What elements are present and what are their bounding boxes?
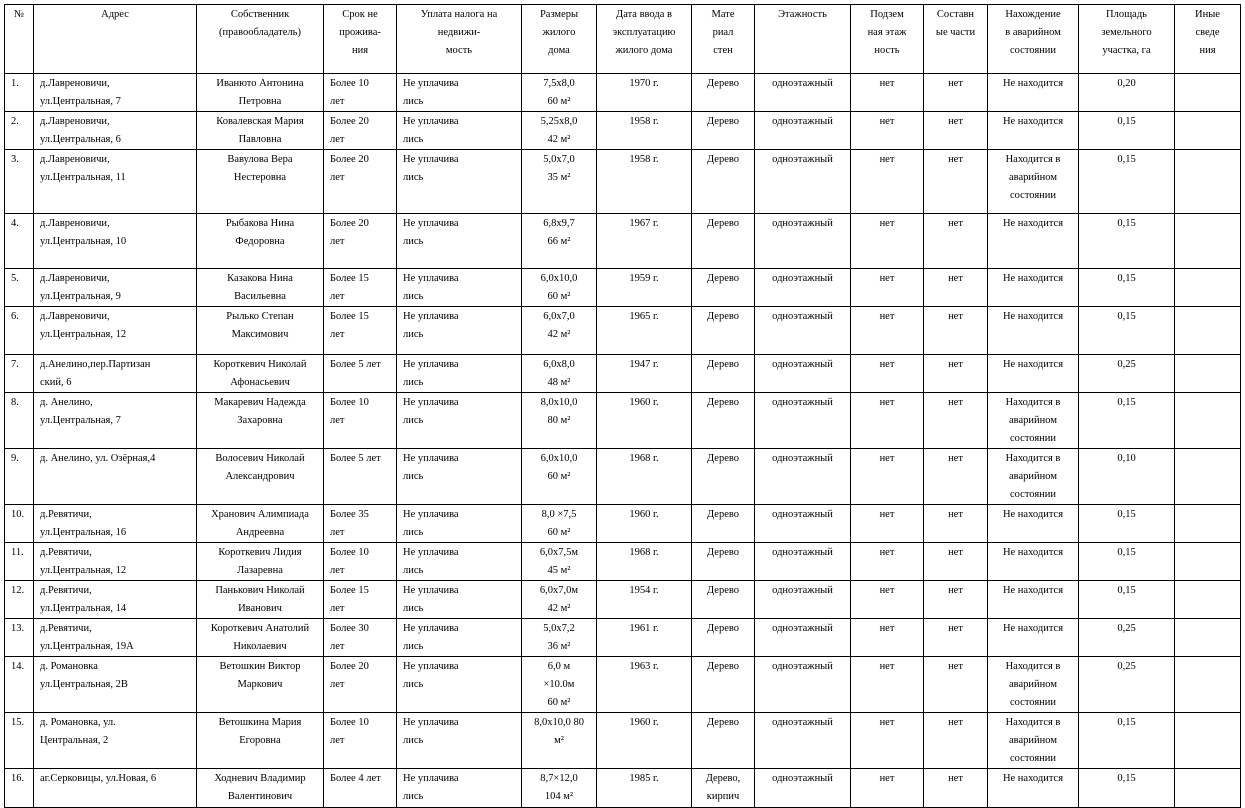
- table-row: [5, 269, 1241, 307]
- floors-cell: одноэтажный: [755, 269, 851, 307]
- header-cell: Размеры жилого дома: [522, 5, 597, 74]
- address-cell: д.Лавреновичи, ул.Центральная, 9: [34, 269, 197, 307]
- row-number: 2.: [5, 112, 34, 150]
- size-cell: 6,8х9,7 66 м²: [522, 214, 597, 269]
- address-cell: д. Анелино, ул.Центральная, 7: [34, 393, 197, 449]
- owner-cell: Рылько Степан Максимович: [197, 307, 324, 355]
- row-number: 8.: [5, 393, 34, 449]
- owner-cell: Ковалевская Мария Павловна: [197, 112, 324, 150]
- header-cell: Этажность: [755, 5, 851, 74]
- area-cell: 0,15: [1079, 393, 1175, 449]
- emergency-cell: Не находится: [988, 769, 1079, 808]
- underground-cell: нет: [851, 657, 924, 713]
- term-cell: Более 20 лет: [324, 657, 397, 713]
- other-cell: [1175, 619, 1241, 657]
- term-cell: Более 15 лет: [324, 581, 397, 619]
- tax-cell: Не уплачива лись: [397, 355, 522, 393]
- table-body: [5, 74, 1241, 808]
- address-cell: д. Романовка ул.Центральная, 2В: [34, 657, 197, 713]
- term-cell: Более 5 лет: [324, 355, 397, 393]
- date-cell: 1965 г.: [597, 307, 692, 355]
- parts-cell: нет: [924, 713, 988, 769]
- emergency-cell: Не находится: [988, 543, 1079, 581]
- address-cell: д.Ревятичи, ул.Центральная, 19А: [34, 619, 197, 657]
- address-cell: д.Лавреновичи, ул.Центральная, 6: [34, 112, 197, 150]
- term-cell: Более 10 лет: [324, 74, 397, 112]
- address-cell: д. Анелино, ул. Озёрная,4: [34, 449, 197, 505]
- underground-cell: нет: [851, 214, 924, 269]
- size-cell: 8,0х10,0 80 м²: [522, 713, 597, 769]
- term-cell: Более 10 лет: [324, 543, 397, 581]
- size-cell: 8,7×12,0 104 м²: [522, 769, 597, 808]
- date-cell: 1960 г.: [597, 713, 692, 769]
- material-cell: Дерево: [692, 619, 755, 657]
- underground-cell: нет: [851, 505, 924, 543]
- area-cell: 0,15: [1079, 112, 1175, 150]
- table-row: [5, 543, 1241, 581]
- area-cell: 0,25: [1079, 355, 1175, 393]
- other-cell: [1175, 393, 1241, 449]
- term-cell: Более 20 лет: [324, 112, 397, 150]
- emergency-cell: Находится в аварийном состоянии: [988, 657, 1079, 713]
- date-cell: 1967 г.: [597, 214, 692, 269]
- tax-cell: Не уплачива лись: [397, 657, 522, 713]
- address-cell: д.Лавреновичи, ул.Центральная, 11: [34, 150, 197, 214]
- term-cell: Более 20 лет: [324, 150, 397, 214]
- tax-cell: Не уплачива лись: [397, 769, 522, 808]
- underground-cell: нет: [851, 112, 924, 150]
- date-cell: 1959 г.: [597, 269, 692, 307]
- other-cell: [1175, 505, 1241, 543]
- date-cell: 1968 г.: [597, 543, 692, 581]
- material-cell: Дерево: [692, 307, 755, 355]
- parts-cell: нет: [924, 449, 988, 505]
- term-cell: Более 5 лет: [324, 449, 397, 505]
- underground-cell: нет: [851, 619, 924, 657]
- size-cell: 6,0х7,0 42 м²: [522, 307, 597, 355]
- table-row: [5, 150, 1241, 214]
- material-cell: Дерево: [692, 74, 755, 112]
- parts-cell: нет: [924, 581, 988, 619]
- tax-cell: Не уплачива лись: [397, 581, 522, 619]
- area-cell: 0,15: [1079, 543, 1175, 581]
- other-cell: [1175, 769, 1241, 808]
- tax-cell: Не уплачива лись: [397, 619, 522, 657]
- area-cell: 0,20: [1079, 74, 1175, 112]
- address-cell: д.Анелино,пер.Партизан ский, 6: [34, 355, 197, 393]
- header-cell: Иные сведе ния: [1175, 5, 1241, 74]
- material-cell: Дерево: [692, 449, 755, 505]
- table-row: [5, 657, 1241, 713]
- date-cell: 1985 г.: [597, 769, 692, 808]
- row-number: 14.: [5, 657, 34, 713]
- floors-cell: одноэтажный: [755, 74, 851, 112]
- underground-cell: нет: [851, 355, 924, 393]
- area-cell: 0,15: [1079, 581, 1175, 619]
- tax-cell: Не уплачива лись: [397, 214, 522, 269]
- term-cell: Более 15 лет: [324, 307, 397, 355]
- material-cell: Дерево: [692, 269, 755, 307]
- header-cell: Собственник (правообладатель): [197, 5, 324, 74]
- emergency-cell: Не находится: [988, 355, 1079, 393]
- underground-cell: нет: [851, 769, 924, 808]
- header-cell: Составн ые части: [924, 5, 988, 74]
- underground-cell: нет: [851, 581, 924, 619]
- area-cell: 0,10: [1079, 449, 1175, 505]
- header-cell: Срок не прожива- ния: [324, 5, 397, 74]
- size-cell: 5,0х7,2 36 м²: [522, 619, 597, 657]
- floors-cell: одноэтажный: [755, 581, 851, 619]
- date-cell: 1960 г.: [597, 393, 692, 449]
- floors-cell: одноэтажный: [755, 713, 851, 769]
- row-number: 7.: [5, 355, 34, 393]
- parts-cell: нет: [924, 505, 988, 543]
- tax-cell: Не уплачива лись: [397, 150, 522, 214]
- row-number: 16.: [5, 769, 34, 808]
- owner-cell: Рыбакова Нина Федоровна: [197, 214, 324, 269]
- table-row: [5, 112, 1241, 150]
- date-cell: 1960 г.: [597, 505, 692, 543]
- underground-cell: нет: [851, 269, 924, 307]
- address-cell: д.Лавреновичи, ул.Центральная, 7: [34, 74, 197, 112]
- underground-cell: нет: [851, 74, 924, 112]
- date-cell: 1961 г.: [597, 619, 692, 657]
- size-cell: 6,0х10,0 60 м²: [522, 449, 597, 505]
- owner-cell: Волосевич Николай Александрович: [197, 449, 324, 505]
- other-cell: [1175, 214, 1241, 269]
- floors-cell: одноэтажный: [755, 214, 851, 269]
- underground-cell: нет: [851, 393, 924, 449]
- material-cell: Дерево: [692, 150, 755, 214]
- area-cell: 0,15: [1079, 505, 1175, 543]
- tax-cell: Не уплачива лись: [397, 505, 522, 543]
- row-number: 5.: [5, 269, 34, 307]
- row-number: 13.: [5, 619, 34, 657]
- parts-cell: нет: [924, 393, 988, 449]
- owner-cell: Короткевич Анатолий Николаевич: [197, 619, 324, 657]
- area-cell: 0,15: [1079, 307, 1175, 355]
- header-cell: Дата ввода в эксплуатацию жилого дома: [597, 5, 692, 74]
- parts-cell: нет: [924, 355, 988, 393]
- header-cell: Подзем ная этаж ность: [851, 5, 924, 74]
- tax-cell: Не уплачива лись: [397, 307, 522, 355]
- address-cell: д.Ревятичи, ул.Центральная, 12: [34, 543, 197, 581]
- address-cell: д. Романовка, ул. Центральная, 2: [34, 713, 197, 769]
- table-row: [5, 505, 1241, 543]
- address-cell: д.Лавреновичи, ул.Центральная, 12: [34, 307, 197, 355]
- owner-cell: Ходневич Владимир Валентинович: [197, 769, 324, 808]
- header-cell: Адрес: [34, 5, 197, 74]
- floors-cell: одноэтажный: [755, 393, 851, 449]
- tax-cell: Не уплачива лись: [397, 74, 522, 112]
- date-cell: 1947 г.: [597, 355, 692, 393]
- address-cell: д.Ревятичи, ул.Центральная, 16: [34, 505, 197, 543]
- material-cell: Дерево: [692, 713, 755, 769]
- table-row: [5, 74, 1241, 112]
- term-cell: Более 15 лет: [324, 269, 397, 307]
- parts-cell: нет: [924, 619, 988, 657]
- floors-cell: одноэтажный: [755, 112, 851, 150]
- size-cell: 8,0х10,0 80 м²: [522, 393, 597, 449]
- size-cell: 7,5х8,0 60 м²: [522, 74, 597, 112]
- date-cell: 1954 г.: [597, 581, 692, 619]
- header-cell: Мате риал стен: [692, 5, 755, 74]
- size-cell: 6,0х7,5м 45 м²: [522, 543, 597, 581]
- row-number: 11.: [5, 543, 34, 581]
- header-row: [5, 5, 1241, 74]
- owner-cell: Ветошкин Виктор Маркович: [197, 657, 324, 713]
- material-cell: Дерево: [692, 505, 755, 543]
- area-cell: 0,15: [1079, 713, 1175, 769]
- emergency-cell: Находится в аварийном состоянии: [988, 449, 1079, 505]
- tax-cell: Не уплачива лись: [397, 393, 522, 449]
- table-row: [5, 307, 1241, 355]
- parts-cell: нет: [924, 112, 988, 150]
- row-number: 6.: [5, 307, 34, 355]
- tax-cell: Не уплачива лись: [397, 449, 522, 505]
- header-cell: Нахождение в аварийном состоянии: [988, 5, 1079, 74]
- size-cell: 8,0 ×7,5 60 м²: [522, 505, 597, 543]
- parts-cell: нет: [924, 769, 988, 808]
- parts-cell: нет: [924, 214, 988, 269]
- other-cell: [1175, 355, 1241, 393]
- area-cell: 0,15: [1079, 150, 1175, 214]
- material-cell: Дерево: [692, 355, 755, 393]
- other-cell: [1175, 112, 1241, 150]
- emergency-cell: Находится в аварийном состоянии: [988, 713, 1079, 769]
- date-cell: 1958 г.: [597, 150, 692, 214]
- term-cell: Более 35 лет: [324, 505, 397, 543]
- floors-cell: одноэтажный: [755, 769, 851, 808]
- emergency-cell: Не находится: [988, 307, 1079, 355]
- owner-cell: Панькович Николай Иванович: [197, 581, 324, 619]
- other-cell: [1175, 543, 1241, 581]
- emergency-cell: Не находится: [988, 581, 1079, 619]
- date-cell: 1958 г.: [597, 112, 692, 150]
- area-cell: 0,25: [1079, 619, 1175, 657]
- row-number: 4.: [5, 214, 34, 269]
- floors-cell: одноэтажный: [755, 307, 851, 355]
- register-table: [4, 4, 1241, 808]
- floors-cell: одноэтажный: [755, 657, 851, 713]
- term-cell: Более 10 лет: [324, 393, 397, 449]
- tax-cell: Не уплачива лись: [397, 112, 522, 150]
- other-cell: [1175, 150, 1241, 214]
- owner-cell: Макаревич Надежда Захаровна: [197, 393, 324, 449]
- parts-cell: нет: [924, 150, 988, 214]
- emergency-cell: Не находится: [988, 505, 1079, 543]
- material-cell: Дерево, кирпич: [692, 769, 755, 808]
- size-cell: 6,0х10,0 60 м²: [522, 269, 597, 307]
- table-row: [5, 619, 1241, 657]
- parts-cell: нет: [924, 657, 988, 713]
- parts-cell: нет: [924, 269, 988, 307]
- tax-cell: Не уплачива лись: [397, 543, 522, 581]
- tax-cell: Не уплачива лись: [397, 269, 522, 307]
- owner-cell: Вавулова Вера Нестеровна: [197, 150, 324, 214]
- table-row: [5, 713, 1241, 769]
- term-cell: Более 10 лет: [324, 713, 397, 769]
- other-cell: [1175, 581, 1241, 619]
- table-row: [5, 393, 1241, 449]
- table-row: [5, 355, 1241, 393]
- row-number: 10.: [5, 505, 34, 543]
- floors-cell: одноэтажный: [755, 543, 851, 581]
- row-number: 15.: [5, 713, 34, 769]
- parts-cell: нет: [924, 307, 988, 355]
- size-cell: 5,25х8,0 42 м²: [522, 112, 597, 150]
- material-cell: Дерево: [692, 393, 755, 449]
- owner-cell: Хранович Алимпиада Андреевна: [197, 505, 324, 543]
- area-cell: 0,15: [1079, 769, 1175, 808]
- material-cell: Дерево: [692, 112, 755, 150]
- address-cell: аг.Серковицы, ул.Новая, 6: [34, 769, 197, 808]
- size-cell: 5,0х7,0 35 м²: [522, 150, 597, 214]
- underground-cell: нет: [851, 543, 924, 581]
- other-cell: [1175, 269, 1241, 307]
- emergency-cell: Не находится: [988, 74, 1079, 112]
- header-cell: Площадь земельного участка, га: [1079, 5, 1175, 74]
- emergency-cell: Не находится: [988, 619, 1079, 657]
- row-number: 1.: [5, 74, 34, 112]
- floors-cell: одноэтажный: [755, 355, 851, 393]
- other-cell: [1175, 657, 1241, 713]
- emergency-cell: Не находится: [988, 112, 1079, 150]
- emergency-cell: Находится в аварийном состоянии: [988, 150, 1079, 214]
- owner-cell: Короткевич Лидия Лазаревна: [197, 543, 324, 581]
- floors-cell: одноэтажный: [755, 619, 851, 657]
- underground-cell: нет: [851, 449, 924, 505]
- other-cell: [1175, 713, 1241, 769]
- date-cell: 1963 г.: [597, 657, 692, 713]
- row-number: 9.: [5, 449, 34, 505]
- term-cell: Более 4 лет: [324, 769, 397, 808]
- material-cell: Дерево: [692, 657, 755, 713]
- material-cell: Дерево: [692, 214, 755, 269]
- parts-cell: нет: [924, 74, 988, 112]
- date-cell: 1968 г.: [597, 449, 692, 505]
- owner-cell: Ветошкина Мария Егоровна: [197, 713, 324, 769]
- underground-cell: нет: [851, 713, 924, 769]
- date-cell: 1970 г.: [597, 74, 692, 112]
- size-cell: 6,0х8,0 48 м²: [522, 355, 597, 393]
- owner-cell: Казакова Нина Васильевна: [197, 269, 324, 307]
- emergency-cell: Не находится: [988, 214, 1079, 269]
- table-row: [5, 581, 1241, 619]
- row-number: 3.: [5, 150, 34, 214]
- owner-cell: Иванюто Антонина Петровна: [197, 74, 324, 112]
- address-cell: д.Лавреновичи, ул.Центральная, 10: [34, 214, 197, 269]
- term-cell: Более 20 лет: [324, 214, 397, 269]
- table-row: [5, 449, 1241, 505]
- size-cell: 6,0х7,0м 42 м²: [522, 581, 597, 619]
- address-cell: д.Ревятичи, ул.Центральная, 14: [34, 581, 197, 619]
- area-cell: 0,15: [1079, 214, 1175, 269]
- emergency-cell: Не находится: [988, 269, 1079, 307]
- underground-cell: нет: [851, 150, 924, 214]
- floors-cell: одноэтажный: [755, 449, 851, 505]
- table-row: [5, 214, 1241, 269]
- size-cell: 6,0 м ×10.0м 60 м²: [522, 657, 597, 713]
- area-cell: 0,25: [1079, 657, 1175, 713]
- material-cell: Дерево: [692, 543, 755, 581]
- other-cell: [1175, 307, 1241, 355]
- table-row: [5, 769, 1241, 808]
- owner-cell: Короткевич Николай Афонасьевич: [197, 355, 324, 393]
- row-number: 12.: [5, 581, 34, 619]
- parts-cell: нет: [924, 543, 988, 581]
- emergency-cell: Находится в аварийном состоянии: [988, 393, 1079, 449]
- other-cell: [1175, 449, 1241, 505]
- header-cell: №: [5, 5, 34, 74]
- header-cell: Уплата налога на недвижи- мость: [397, 5, 522, 74]
- other-cell: [1175, 74, 1241, 112]
- floors-cell: одноэтажный: [755, 150, 851, 214]
- tax-cell: Не уплачива лись: [397, 713, 522, 769]
- floors-cell: одноэтажный: [755, 505, 851, 543]
- material-cell: Дерево: [692, 581, 755, 619]
- area-cell: 0,15: [1079, 269, 1175, 307]
- underground-cell: нет: [851, 307, 924, 355]
- term-cell: Более 30 лет: [324, 619, 397, 657]
